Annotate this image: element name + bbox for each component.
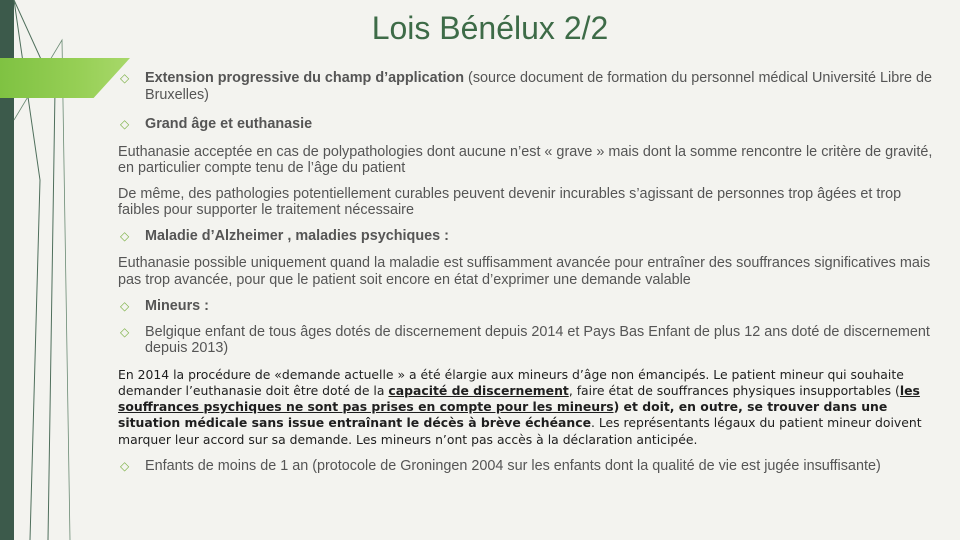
bullet-mineurs: ◇ Mineurs : (120, 298, 209, 314)
bullet-belgique: ◇ Belgique enfant de tous âges dotés de discernement depuis 2014 et Pays Bas Enfant de plus 12 ans doté de discernement depuis 2013) (120, 323, 930, 356)
diamond-bullet-icon: ◇ (120, 71, 130, 85)
diamond-bullet-icon: ◇ (120, 299, 130, 313)
diamond-bullet-icon: ◇ (120, 228, 130, 243)
diamond-bullet-icon: ◇ (120, 324, 130, 339)
paragraph-procedure-2014: En 2014 la procédure de «demande actuelle » a été élargie aux mineurs d’âge non émancipés. Le patient mineur qui souhaite demander l’euthanasie doit être doté de la capacité de discernement, faire état de souffrances physiques insupportables (les souffrances psychiques ne sont pas prises en compte pour les mineurs) et doit, en outre, se trouver dans une situation médicale sans issue entraînant le décès à brève échéance. Les représentants légaux du patient mineur doivent marquer leur accord sur sa demande. Les mineurs n’ont pas accès à la déclaration anticipée. (118, 366, 922, 447)
bullet-groningen: ◇ Enfants de moins de 1 an (protocole de Groningen 2004 sur les enfants dont la qualité de vie est jugée insuffisante) (120, 457, 881, 474)
paragraph-alzheimer: Euthanasie possible uniquement quand la maladie est suffisamment avancée pour entraîner des souffrances significatives mais pas trop avancée, pour que le patient soit encore en état d’exprimer une demande valable (118, 255, 931, 288)
paragraph-curables: De même, des pathologies potentiellement curables peuvent devenir incurables s’agissant de personnes trop âgées et trop faibles pour supporter le traitement nécessaire (118, 185, 902, 218)
diamond-bullet-icon: ◇ (120, 117, 130, 131)
bullet-extension: ◇ Extension progressive du champ d’application (source document de formation du personnel médical Université Libre de Bruxelles) (120, 70, 933, 103)
slide-title: Lois Bénélux 2/2 (371, 10, 609, 46)
bullet-grand-age: ◇ Grand âge et euthanasie (120, 116, 313, 132)
slide-content (118, 70, 940, 474)
bullet-alzheimer: ◇ Maladie d’Alzheimer , maladies psychiques : (120, 227, 449, 244)
paragraph-polypathologies: Euthanasie acceptée en cas de polypathologies dont aucune n’est « grave » mais dont la somme rencontre le critère de gravité, en particulier compte tenu de l’âge du patient (118, 143, 933, 176)
diamond-bullet-icon: ◇ (120, 458, 130, 473)
accent-shape (0, 58, 130, 98)
